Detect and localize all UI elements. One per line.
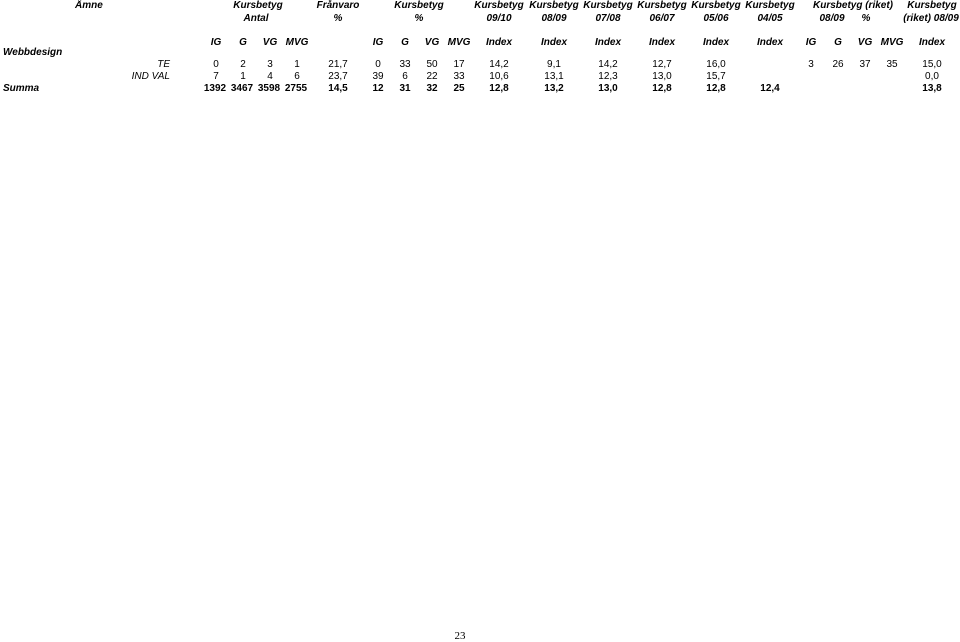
table-cell: 4 <box>267 71 273 82</box>
table-cell: 3598 <box>257 83 281 94</box>
table-cell: 22 <box>426 71 438 82</box>
table-cell: 16,0 <box>706 59 726 70</box>
table-cell: 0,0 <box>925 71 939 82</box>
col-index-0607: Index <box>648 37 676 48</box>
subject-heading: Webbdesign <box>3 47 63 58</box>
table-cell: 31 <box>399 83 411 94</box>
header-kursbetyg-riket: Kursbetyg (riket) <box>812 0 894 11</box>
table-cell: 15,0 <box>922 59 942 70</box>
header-kursbetyg-0809: Kursbetyg <box>529 0 579 11</box>
table-cell: 12,8 <box>489 83 509 94</box>
col-antal-vg: VG <box>262 37 278 48</box>
table-cell: 12,4 <box>760 83 780 94</box>
header-franvaro: Frånvaro <box>316 0 360 11</box>
table-cell: 13,2 <box>544 83 564 94</box>
col-pct-vg: VG <box>424 37 440 48</box>
header-franvaro-pct: % <box>333 13 343 24</box>
table-cell: 1392 <box>203 83 227 94</box>
table-cell: 0 <box>213 59 219 70</box>
header-amne: Ämne <box>75 0 103 11</box>
header-kursbetyg-pct: Kursbetyg <box>394 0 444 11</box>
col-index-0910: Index <box>485 37 513 48</box>
table-cell: 0 <box>375 59 381 70</box>
row-label-summa: Summa <box>3 83 40 94</box>
col-antal-g: G <box>239 37 247 48</box>
col-index-0708: Index <box>594 37 622 48</box>
table-cell: 12,8 <box>706 83 726 94</box>
header-kursbetyg-0708: Kursbetyg <box>583 0 633 11</box>
table-cell: 50 <box>426 59 438 70</box>
table-cell: 35 <box>886 59 898 70</box>
table-cell: 9,1 <box>547 59 561 70</box>
table-cell: 12,7 <box>652 59 672 70</box>
table-cell: 7 <box>213 71 219 82</box>
table-cell: 12,3 <box>598 71 618 82</box>
table-cell: 23,7 <box>328 71 348 82</box>
table-cell: 37 <box>859 59 871 70</box>
table-cell: 1 <box>294 59 300 70</box>
table-cell: 3 <box>267 59 273 70</box>
table-cell: 6 <box>294 71 300 82</box>
row-label-te: TE <box>157 59 170 70</box>
table-cell: 10,6 <box>489 71 509 82</box>
table-cell: 14,2 <box>489 59 509 70</box>
table-cell: 12 <box>372 83 384 94</box>
header-kursbetyg-0506: Kursbetyg <box>691 0 741 11</box>
col-riket-mvg: MVG <box>880 37 904 48</box>
col-pct-g: G <box>401 37 409 48</box>
header-kursbetyg-0910: Kursbetyg <box>474 0 524 11</box>
table-cell: 14,2 <box>598 59 618 70</box>
col-index-0809: Index <box>540 37 568 48</box>
header-year-0809: 08/09 <box>541 13 567 24</box>
col-index-0405: Index <box>756 37 784 48</box>
header-year-0405: 04/05 <box>757 13 783 24</box>
table-cell: 13,0 <box>652 71 672 82</box>
table-cell: 32 <box>426 83 438 94</box>
col-antal-ig: IG <box>210 37 222 48</box>
page-number: 23 <box>454 630 466 642</box>
header-kursbetyg-riket-index: Kursbetyg <box>907 0 957 11</box>
header-riket-year: 08/09 <box>819 13 845 24</box>
header-year-0910: 09/10 <box>486 13 512 24</box>
table-cell: 2755 <box>284 83 308 94</box>
table-cell: 2 <box>240 59 246 70</box>
table-cell: 39 <box>372 71 384 82</box>
col-riket-ig: IG <box>805 37 817 48</box>
col-pct-ig: IG <box>372 37 384 48</box>
table-cell: 25 <box>453 83 465 94</box>
table-cell: 15,7 <box>706 71 726 82</box>
row-label-ind-val: IND VAL <box>131 71 170 82</box>
col-riket-g: G <box>834 37 842 48</box>
col-riket-index: Index <box>918 37 946 48</box>
col-antal-mvg: MVG <box>285 37 309 48</box>
table-cell: 3 <box>808 59 814 70</box>
table-cell: 33 <box>399 59 411 70</box>
table-cell: 13,0 <box>598 83 618 94</box>
header-kursbetyg-antal: Kursbetyg <box>233 0 283 11</box>
table-cell: 3467 <box>230 83 254 94</box>
header-kursbetyg-0607: Kursbetyg <box>637 0 687 11</box>
header-antal: Antal <box>243 13 269 24</box>
col-riket-vg: VG <box>857 37 873 48</box>
table-cell: 17 <box>453 59 465 70</box>
header-riket-pct: % <box>861 13 871 24</box>
table-cell: 14,5 <box>328 83 348 94</box>
table-cell: 1 <box>240 71 246 82</box>
table-cell: 12,8 <box>652 83 672 94</box>
col-pct-mvg: MVG <box>447 37 471 48</box>
col-index-0506: Index <box>702 37 730 48</box>
table-cell: 13,8 <box>922 83 942 94</box>
table-cell: 13,1 <box>544 71 564 82</box>
header-year-0607: 06/07 <box>649 13 675 24</box>
table-cell: 26 <box>832 59 844 70</box>
table-cell: 21,7 <box>328 59 348 70</box>
header-year-0708: 07/08 <box>595 13 621 24</box>
table-cell: 6 <box>402 71 408 82</box>
header-riket-index-year: (riket) 08/09 <box>903 13 959 24</box>
table-cell: 33 <box>453 71 465 82</box>
header-kursbetyg-0405: Kursbetyg <box>745 0 795 11</box>
header-year-0506: 05/06 <box>703 13 729 24</box>
header-kursbetyg-pct-sign: % <box>414 13 424 24</box>
